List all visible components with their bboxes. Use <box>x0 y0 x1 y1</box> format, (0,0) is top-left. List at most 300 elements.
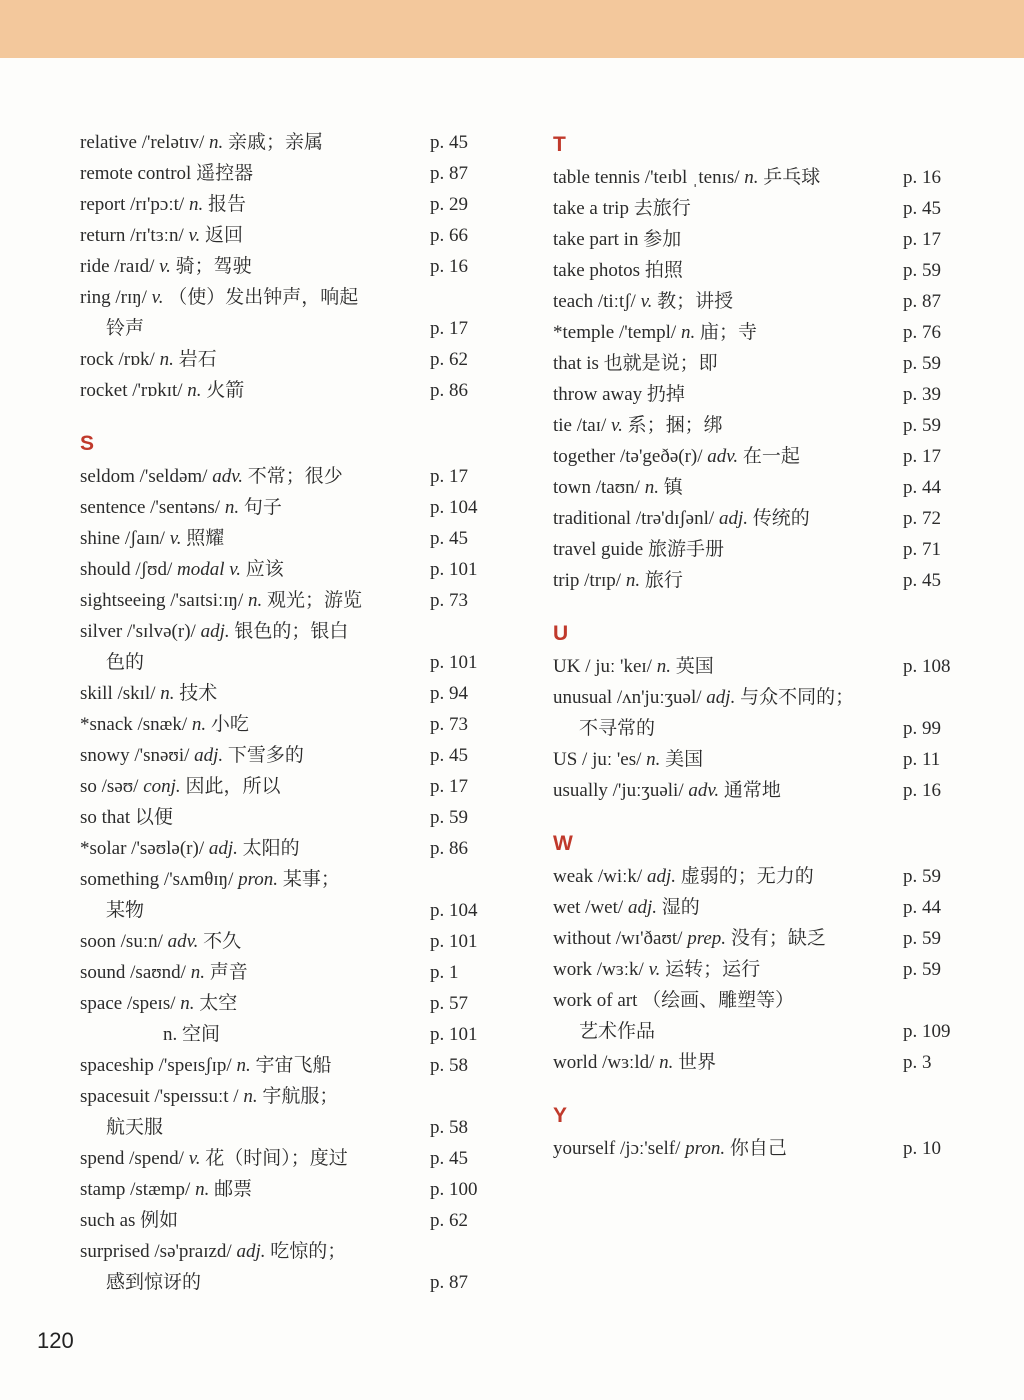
entry-text <box>80 1055 331 1076</box>
entry-part-of-speech: n. <box>195 1179 210 1200</box>
entry-page-ref: p. 45 <box>903 570 941 591</box>
entry-word: remote control <box>80 163 192 184</box>
entry-part-of-speech: n. <box>208 132 224 153</box>
glossary-entry <box>553 651 973 682</box>
entry-word: soon /suːn/ <box>80 931 163 952</box>
entry-word: take photos <box>553 260 641 281</box>
entry-text <box>553 718 655 739</box>
entry-page-ref: p. 45 <box>430 1148 468 1169</box>
entry-text <box>80 380 244 401</box>
entry-translation: 应该 <box>245 559 284 580</box>
entry-translation: 扔掉 <box>646 384 685 405</box>
entry-word: work of art <box>553 990 638 1011</box>
entry-word: *snack /snæk/ <box>80 714 188 735</box>
glossary-entry <box>553 861 973 892</box>
entry-page-ref: p. 59 <box>903 353 941 374</box>
page-number: 120 <box>37 1328 74 1353</box>
entry-text <box>553 539 724 560</box>
entry-translation: 通常地 <box>723 780 781 801</box>
entry-part-of-speech: n. <box>248 590 263 611</box>
entry-page-ref: p. 104 <box>430 497 478 518</box>
entry-translation: 传统的 <box>752 508 810 529</box>
entry-word: that is <box>553 353 599 374</box>
entry-translation: 太阳的 <box>242 838 300 859</box>
glossary-entry <box>80 988 500 1019</box>
glossary-entry <box>80 957 500 988</box>
entry-text <box>80 1210 178 1231</box>
entry-page-ref: p. 59 <box>903 415 941 436</box>
entry-translation: 不久 <box>203 931 242 952</box>
entry-word: take part in <box>553 229 639 250</box>
entry-translation: 旅游手册 <box>647 539 724 560</box>
entry-translation: 返回 <box>205 225 244 246</box>
glossary-entry <box>80 1081 500 1112</box>
glossary-entry <box>80 220 500 251</box>
entry-page-ref: p. 44 <box>903 897 941 918</box>
entry-page-ref: p. 71 <box>903 539 941 560</box>
entry-text <box>80 900 144 921</box>
glossary-entry <box>553 744 973 775</box>
entry-page-ref: p. 17 <box>430 466 468 487</box>
entry-text <box>553 291 733 312</box>
entry-word: relative /'relətɪv/ <box>80 132 205 153</box>
entry-word: work /wɜːk/ <box>553 959 644 980</box>
entry-translation: 拍照 <box>644 260 683 281</box>
entry-page-ref: p. 44 <box>903 477 941 498</box>
entry-translation: 虚弱的；无力的 <box>680 866 814 887</box>
entry-translation: 没有；缺乏 <box>730 928 826 949</box>
entry-page-ref: p. 86 <box>430 838 468 859</box>
glossary-entry <box>553 503 973 534</box>
entry-part-of-speech: prep. <box>687 928 727 949</box>
entry-page-ref: p. 45 <box>430 745 468 766</box>
entry-text <box>80 683 217 704</box>
entry-page-ref: p. 73 <box>430 714 468 735</box>
entry-part-of-speech: n. <box>160 683 175 704</box>
glossary-entry <box>80 375 500 406</box>
glossary-entry <box>80 1050 500 1081</box>
entry-part-of-speech: n. <box>646 749 661 770</box>
entry-part-of-speech: v. <box>640 291 653 312</box>
entry-page-ref: p. 11 <box>903 749 941 770</box>
entry-page-ref: p. 17 <box>903 446 941 467</box>
entry-word: yourself /jɔː'self/ <box>553 1138 681 1159</box>
entry-word: unusual /ʌn'juːʒuəl/ <box>553 687 702 708</box>
glossary-entry <box>553 534 973 565</box>
glossary-entry <box>553 410 973 441</box>
glossary-column-left <box>80 127 500 1298</box>
entry-page-ref: p. 3 <box>903 1052 932 1073</box>
entry-text <box>553 1138 787 1159</box>
entry-translation: 亲戚；亲属 <box>227 132 323 153</box>
entry-translation: 宇宙飞船 <box>255 1055 332 1076</box>
entry-translation: 银色的；银白 <box>234 621 349 642</box>
entry-text <box>553 990 794 1011</box>
entry-translation: 也就是说；即 <box>603 353 718 374</box>
entry-text <box>80 869 340 890</box>
entry-text <box>80 194 246 215</box>
entry-part-of-speech: pron. <box>238 869 279 890</box>
glossary-entry <box>80 1143 500 1174</box>
entry-part-of-speech: adv. <box>688 780 720 801</box>
entry-word: sound /saʊnd/ <box>80 962 186 983</box>
entry-continuation: 感到惊讶的 <box>106 1272 202 1293</box>
entry-continuation: 铃声 <box>106 318 145 339</box>
entry-part-of-speech: adj. <box>706 687 736 708</box>
entry-translation: 照耀 <box>186 528 225 549</box>
section-letter-heading: T <box>553 133 566 156</box>
entry-text <box>80 1272 201 1293</box>
glossary-entry <box>553 1016 973 1047</box>
entry-continuation: 色的 <box>106 652 145 673</box>
entry-page-ref: p. 94 <box>430 683 468 704</box>
entry-part-of-speech: n. <box>159 349 174 370</box>
glossary-entry <box>553 472 973 503</box>
glossary-entry <box>80 461 500 492</box>
entry-page-ref: p. 57 <box>430 993 468 1014</box>
entry-page-ref: p. 101 <box>430 931 478 952</box>
entry-page-ref: p. 101 <box>430 652 478 673</box>
entry-word: seldom /'seldəm/ <box>80 466 208 487</box>
glossary-entry <box>80 344 500 375</box>
entry-part-of-speech: adv. <box>212 466 243 487</box>
entry-text <box>553 570 683 591</box>
entry-word: traditional /trə'dɪʃənl/ <box>553 508 715 529</box>
entry-text <box>553 446 800 467</box>
entry-translation: 下雪多的 <box>227 745 304 766</box>
entry-text <box>80 745 304 766</box>
entry-text <box>553 928 826 949</box>
entry-text <box>80 776 280 797</box>
entry-part-of-speech: adj. <box>200 621 230 642</box>
entry-word: without /wɪ'ðaʊt/ <box>553 928 683 949</box>
entry-translation: 乒乓球 <box>763 167 821 188</box>
entry-translation: 教；讲授 <box>657 291 734 312</box>
entry-part-of-speech: adj. <box>194 745 224 766</box>
glossary-entry <box>80 864 500 895</box>
entry-text <box>553 322 757 343</box>
glossary-entry <box>80 740 500 771</box>
entry-page-ref: p. 66 <box>430 225 468 246</box>
entry-word: stamp /stæmp/ <box>80 1179 191 1200</box>
entry-word: travel guide <box>553 539 644 560</box>
entry-word: UK / juː 'keɪ/ <box>553 656 652 677</box>
entry-text <box>553 897 700 918</box>
entry-word: spacesuit /'speɪssuːt / <box>80 1086 239 1107</box>
glossary-entry <box>80 833 500 864</box>
entry-text <box>553 353 718 374</box>
entry-word: together /tə'geðə(r)/ <box>553 446 703 467</box>
entry-word: ride /raɪd/ <box>80 256 155 277</box>
entry-word: rock /rɒk/ <box>80 349 155 370</box>
entry-text <box>553 780 781 801</box>
entry-translation: 声音 <box>209 962 248 983</box>
entry-page-ref: p. 45 <box>430 528 468 549</box>
entry-word: spend /spend/ <box>80 1148 184 1169</box>
entry-translation: 句子 <box>243 497 282 518</box>
entry-part-of-speech: adj. <box>208 838 238 859</box>
entry-page-ref: p. 87 <box>903 291 941 312</box>
entry-text <box>553 866 814 887</box>
entry-page-ref: p. 59 <box>903 928 941 949</box>
entry-continuation: 航天服 <box>106 1117 164 1138</box>
entry-translation: 参加 <box>643 229 682 250</box>
entry-part-of-speech: n. <box>190 962 205 983</box>
entry-word: snowy /'snəʊi/ <box>80 745 190 766</box>
entry-page-ref: p. 101 <box>430 559 478 580</box>
entry-text <box>80 349 217 370</box>
glossary-entry <box>80 1019 500 1050</box>
entry-page-ref: p. 109 <box>903 1021 951 1042</box>
entry-word: trip /trɪp/ <box>553 570 622 591</box>
entry-page-ref: p. 1 <box>430 962 459 983</box>
entry-part-of-speech: n. <box>659 1052 674 1073</box>
entry-page-ref: p. 87 <box>430 163 468 184</box>
entry-text <box>80 652 144 673</box>
entry-page-ref: p. 59 <box>903 866 941 887</box>
glossary-entry <box>80 802 500 833</box>
entry-part-of-speech: pron. <box>685 1138 726 1159</box>
entry-part-of-speech: conj. <box>143 776 181 797</box>
entry-text <box>80 1179 252 1200</box>
entry-translation: 报告 <box>207 194 246 215</box>
section-letter-heading: U <box>553 622 569 645</box>
entry-part-of-speech: n. <box>224 497 240 518</box>
entry-part-of-speech: n. <box>187 380 202 401</box>
entry-translation: （使）发出钟声，响起 <box>168 287 359 308</box>
entry-text <box>80 256 252 277</box>
entry-page-ref: p. 58 <box>430 1055 468 1076</box>
glossary-entry <box>553 1133 973 1164</box>
glossary-entry <box>80 1205 500 1236</box>
glossary-entry <box>80 189 500 220</box>
entry-text <box>553 749 703 770</box>
entry-text <box>553 198 691 219</box>
entry-continuation: 不寻常的 <box>579 718 656 739</box>
entry-page-ref: p. 76 <box>903 322 941 343</box>
entry-word: something /'sʌmθɪŋ/ <box>80 869 234 890</box>
glossary-entry <box>553 565 973 596</box>
entry-translation: 去旅行 <box>633 198 691 219</box>
entry-word: *temple /'templ/ <box>553 322 677 343</box>
entry-page-ref: p. 39 <box>903 384 941 405</box>
entry-page-ref: p. 16 <box>903 780 941 801</box>
entry-part-of-speech: adv. <box>707 446 739 467</box>
entry-word: usually /'juːʒuəli/ <box>553 780 684 801</box>
entry-page-ref: p. 17 <box>430 318 468 339</box>
entry-word: should /ʃʊd/ <box>80 559 173 580</box>
entry-text <box>553 415 723 436</box>
entry-page-ref: p. 62 <box>430 349 468 370</box>
entry-page-ref: p. 29 <box>430 194 468 215</box>
entry-text <box>80 714 249 735</box>
entry-translation: 在一起 <box>742 446 800 467</box>
glossary-entry <box>80 647 500 678</box>
glossary-entry <box>80 1112 500 1143</box>
entry-translation: 太空 <box>199 993 238 1014</box>
entry-text <box>80 993 237 1014</box>
entry-page-ref: p. 58 <box>430 1117 468 1138</box>
section-letter-heading: Y <box>553 1104 568 1127</box>
entry-text <box>80 1241 346 1262</box>
glossary-entry <box>553 1047 973 1078</box>
entry-continuation: n. 空间 <box>106 1024 221 1045</box>
entry-translation: 小吃 <box>210 714 249 735</box>
entry-page-ref: p. 72 <box>903 508 941 529</box>
entry-translation: 宇航服； <box>262 1086 339 1107</box>
glossary-entry <box>553 954 973 985</box>
entry-continuation: 艺术作品 <box>579 1021 656 1042</box>
entry-text <box>80 621 348 642</box>
entry-text <box>553 959 760 980</box>
entry-word: weak /wiːk/ <box>553 866 643 887</box>
entry-translation: 某事； <box>282 869 340 890</box>
entry-text <box>80 838 300 859</box>
entry-page-ref: p. 16 <box>430 256 468 277</box>
entry-text <box>80 931 241 952</box>
entry-translation: 以便 <box>134 807 173 828</box>
entry-word: US / juː 'es/ <box>553 749 642 770</box>
entry-text <box>80 225 243 246</box>
entry-translation: 英国 <box>675 656 714 677</box>
entry-translation: 美国 <box>665 749 704 770</box>
entry-text <box>553 229 681 250</box>
entry-word: return /rɪ'tɜːn/ <box>80 225 184 246</box>
entry-part-of-speech: n. <box>236 1055 251 1076</box>
glossary-entry <box>553 713 973 744</box>
glossary-entry <box>80 616 500 647</box>
entry-word: tie /taɪ/ <box>553 415 607 436</box>
entry-translation: 骑；驾驶 <box>175 256 252 277</box>
entry-translation: 观光；游览 <box>267 590 363 611</box>
entry-translation: 旅行 <box>644 570 683 591</box>
glossary-entry <box>553 317 973 348</box>
entry-page-ref: p. 86 <box>430 380 468 401</box>
entry-part-of-speech: v. <box>188 225 201 246</box>
entry-text <box>80 466 343 487</box>
entry-translation: （绘画、雕塑等） <box>642 990 795 1011</box>
glossary-entry <box>80 895 500 926</box>
section-letter-heading: S <box>80 432 95 455</box>
entry-text <box>553 384 685 405</box>
entry-translation: 系；捆；绑 <box>627 415 723 436</box>
entry-part-of-speech: v. <box>159 256 171 277</box>
entry-word: such as <box>80 1210 136 1231</box>
entry-text <box>80 1148 348 1169</box>
entry-text <box>80 497 282 518</box>
entry-page-ref: p. 10 <box>903 1138 941 1159</box>
entry-translation: 例如 <box>140 1210 179 1231</box>
entry-page-ref: p. 87 <box>430 1272 468 1293</box>
glossary-entry <box>553 193 973 224</box>
entry-text <box>80 807 173 828</box>
entry-part-of-speech: adv. <box>167 931 199 952</box>
glossary-entry <box>80 251 500 282</box>
entry-text <box>553 1021 655 1042</box>
entry-page-ref: p. 16 <box>903 167 941 188</box>
glossary-entry <box>80 158 500 189</box>
entry-translation: 遥控器 <box>196 163 254 184</box>
entry-page-ref: p. 101 <box>430 1024 478 1045</box>
entry-part-of-speech: n. <box>243 1086 258 1107</box>
entry-text <box>553 1052 716 1073</box>
entry-page-ref: p. 104 <box>430 900 478 921</box>
entry-translation: 运转；运行 <box>665 959 761 980</box>
entry-text <box>80 132 323 153</box>
entry-text <box>80 318 144 339</box>
entry-word: sentence /'sentəns/ <box>80 497 221 518</box>
entry-part-of-speech: n. <box>180 993 195 1014</box>
entry-word: spaceship /'speɪsʃɪp/ <box>80 1055 232 1076</box>
glossary-entry <box>80 282 500 313</box>
entry-word: teach /tiːtʃ/ <box>553 291 636 312</box>
entry-word: space /speɪs/ <box>80 993 176 1014</box>
glossary-entry <box>80 585 500 616</box>
glossary-entry <box>80 127 500 158</box>
entry-word: town /taʊn/ <box>553 477 640 498</box>
glossary-entry <box>80 1174 500 1205</box>
entry-page-ref: p. 73 <box>430 590 468 611</box>
glossary-column-right <box>553 127 973 1164</box>
entry-part-of-speech: n. <box>191 714 207 735</box>
glossary-entry <box>553 162 973 193</box>
entry-word: table tennis /'teɪbl ˌtenɪs/ <box>553 167 740 188</box>
glossary-entry <box>553 441 973 472</box>
entry-translation: 不常；很少 <box>247 466 343 487</box>
entry-translation: 镇 <box>663 477 683 498</box>
glossary-entry <box>80 709 500 740</box>
entry-page-ref: p. 17 <box>430 776 468 797</box>
entry-text <box>80 1086 338 1107</box>
glossary-entry <box>80 523 500 554</box>
entry-page-ref: p. 59 <box>903 959 941 980</box>
entry-text <box>80 559 284 580</box>
entry-part-of-speech: adj. <box>627 897 657 918</box>
entry-part-of-speech: n. <box>680 322 696 343</box>
entry-part-of-speech: v. <box>648 959 661 980</box>
entry-word: rocket /'rɒkɪt/ <box>80 380 183 401</box>
entry-part-of-speech: adj. <box>718 508 748 529</box>
entry-word: surprised /sə'praɪzd/ <box>80 1241 232 1262</box>
entry-text <box>80 1024 220 1045</box>
entry-word: report /rɪ'pɔːt/ <box>80 194 185 215</box>
entry-translation: 世界 <box>678 1052 717 1073</box>
entry-translation: 你自己 <box>729 1138 787 1159</box>
entry-page-ref: p. 108 <box>903 656 951 677</box>
entry-page-ref: p. 59 <box>430 807 468 828</box>
entry-text <box>553 687 854 708</box>
entry-word: skill /skɪl/ <box>80 683 156 704</box>
entry-word: take a trip <box>553 198 629 219</box>
entry-word: world /wɜːld/ <box>553 1052 655 1073</box>
entry-text <box>553 477 683 498</box>
entry-translation: 吃惊的； <box>270 1241 347 1262</box>
entry-word: shine /ʃaɪn/ <box>80 528 165 549</box>
entry-part-of-speech: n. <box>188 194 204 215</box>
entry-translation: 岩石 <box>178 349 217 370</box>
entry-word: wet /wet/ <box>553 897 624 918</box>
entry-part-of-speech: v. <box>188 1148 201 1169</box>
entry-part-of-speech: v. <box>611 415 623 436</box>
entry-translation: 湿的 <box>661 897 700 918</box>
entry-page-ref: p. 59 <box>903 260 941 281</box>
glossary-entry <box>553 775 973 806</box>
entry-part-of-speech: n. <box>625 570 641 591</box>
glossary-entry <box>80 313 500 344</box>
entry-text <box>80 528 224 549</box>
entry-text <box>553 167 820 188</box>
glossary-entry <box>553 379 973 410</box>
